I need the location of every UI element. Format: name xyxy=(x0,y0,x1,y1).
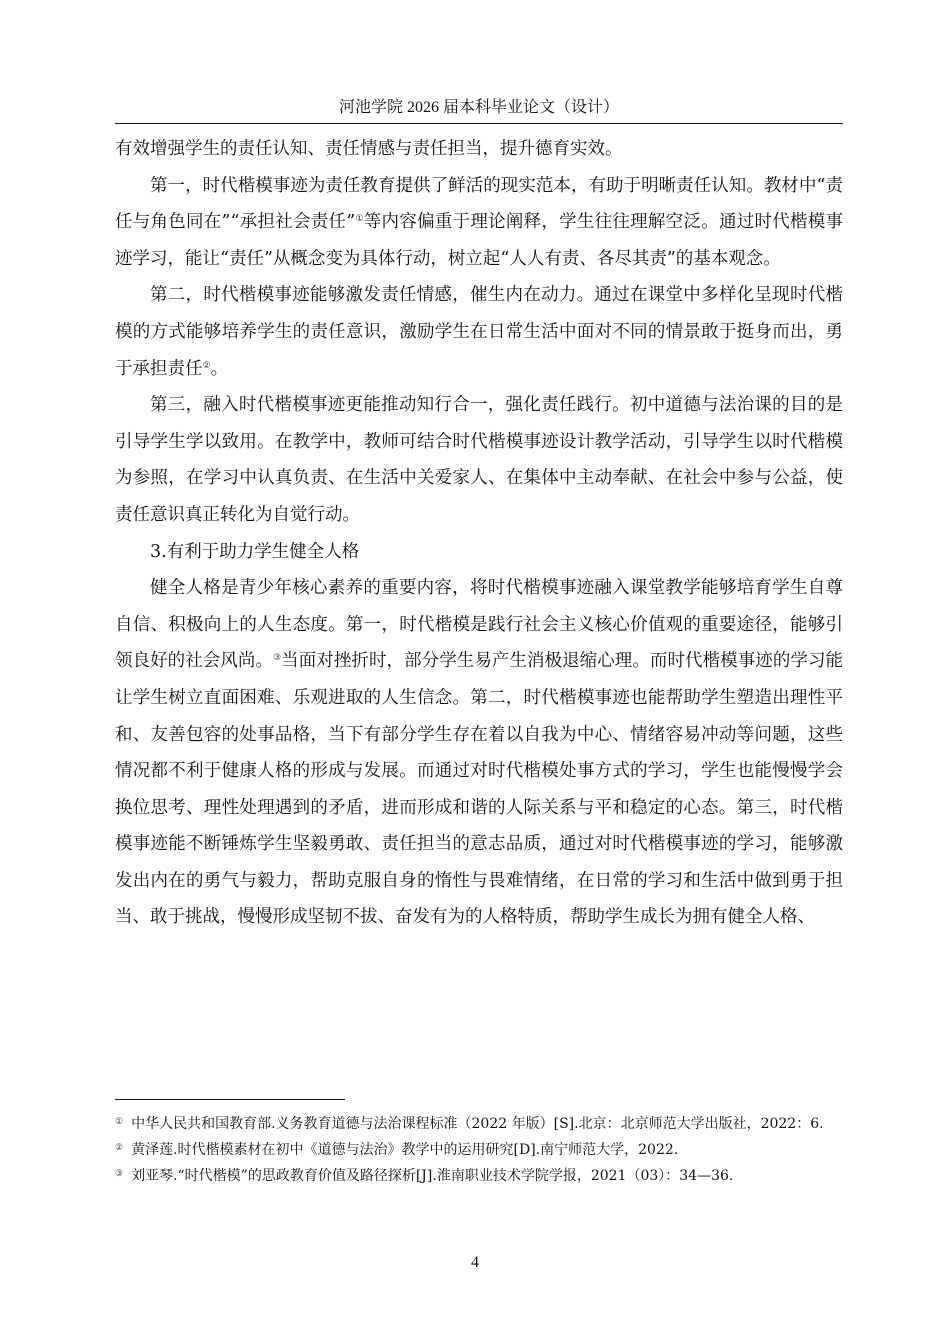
page-number: 4 xyxy=(471,1254,479,1271)
footnote-text: 黄泽莲.时代楷模素材在初中《道德与法治》教学中的运用研究[D].南宁师范大学，2022. xyxy=(131,1142,679,1158)
footnote-ref-1[interactable]: ① xyxy=(355,214,364,225)
footnote-text: 刘亚琴.“时代楷模”的思政教育价值及路径探析[J].淮南职业技术学院学报，2021（03）：34—36. xyxy=(131,1168,734,1184)
paragraph-personality xyxy=(115,570,843,936)
paragraph-third xyxy=(115,387,843,533)
paragraph-text: 。 xyxy=(210,358,229,379)
paragraph-text: 第三，融入时代楷模事迹更能推动知行合一，强化责任践行。初中道德与法治课的目的是引导学生学以致用。在教学中，教师可结合时代楷模事迹设计教学活动，引导学生以时代楷模为参照，在学习中认真负责、在生活中关爱家人、在集体中主动奉献、在社会中参与公益，使责任意识真正转化为自觉行动。 xyxy=(115,395,843,525)
paragraph-continuation xyxy=(115,131,843,168)
paragraph-text: 有效增强学生的责任认知、责任情感与责任担当，提升德育实效。 xyxy=(115,139,623,159)
paragraph-text: 等内容偏重于理论阐释，学生往往理解空泛。通过时代楷模事迹学习，能让“责任”从概念变为具体行动，树立起“人人有责、各尽其责”的基本观念。 xyxy=(115,212,844,269)
footnote-3 xyxy=(115,1162,843,1188)
paragraph-second xyxy=(115,277,843,387)
header-rule xyxy=(115,123,843,124)
footnote-text: 中华人民共和国教育部.义务教育道德与法治课程标准（2022 年版）[S].北京：北京师范大学出版社，2022：6. xyxy=(131,1116,824,1132)
heading-text: 3.有利于助力学生健全人格 xyxy=(150,541,360,562)
footnote-ref-3[interactable]: ③ xyxy=(273,653,282,664)
footnote-2 xyxy=(115,1136,843,1162)
paragraph-text: 第一，时代楷模事迹为责任教育提供了鲜活的现实范本，有助于明晰责任认知。教材中“责任与角色同在”“承担社会责任” xyxy=(115,175,843,233)
paragraph-text: 当面对挫折时，部分学生易产生消极退缩心理。而时代楷模事迹的学习能让学生树立直面困难、乐观进取的人生信念。第二，时代楷模事迹也能帮助学生塑造出理性平和、友善包容的处事品格，当下有部分学生存在着以自我为中心、情绪容易冲动等问题，这些情况都不利于健康人格的形成与发展。而通过对时代楷模处事方式的学习，学生也能慢慢学会换位思考、理性处理遇到的矛盾，进而形成和谐的人际关系与平和稳定的心态。第三，时代楷模事迹能不断锤炼学生坚毅勇敢、责任担当的意志品质，通过对时代楷模事迹的学习，能够激发出内在的勇气与毅力，帮助克服自身的惰性与畏难情绪，在日常的学习和生活中做到勇于担当、敢于挑战，慢慢形成坚韧不拔、奋发有为的人格特质，帮助学生成长为拥有健全人格、 xyxy=(115,651,844,928)
body-text xyxy=(115,131,843,936)
footnote-1 xyxy=(115,1110,843,1136)
running-header: 河池学院 2026 届本科毕业论文（设计） xyxy=(338,99,619,116)
footnote-mark: ③ xyxy=(115,1169,124,1179)
footnote-separator xyxy=(115,1099,345,1100)
paragraph-first xyxy=(115,168,843,278)
paragraph-text: 健全人格是青少年核心素养的重要内容，将时代楷模事迹融入课堂教学能够培育学生自尊自信、积极向上的人生态度。第一，时代楷模是践行社会主义核心价值观的重要途径，能够引领良好的社会风尚。 xyxy=(115,578,843,672)
footnote-mark: ② xyxy=(115,1143,124,1153)
footnotes xyxy=(115,1110,843,1188)
footnote-ref-2[interactable]: ② xyxy=(202,360,211,371)
section-heading xyxy=(115,534,843,571)
paragraph-text: 第二，时代楷模事迹能够激发责任情感，催生内在动力。通过在课堂中多样化呈现时代楷模的方式能够培养学生的责任意识，激励学生在日常生活中面对不同的情景敢于挺身而出，勇于承担责任 xyxy=(115,285,843,379)
footnote-mark: ① xyxy=(115,1117,124,1127)
